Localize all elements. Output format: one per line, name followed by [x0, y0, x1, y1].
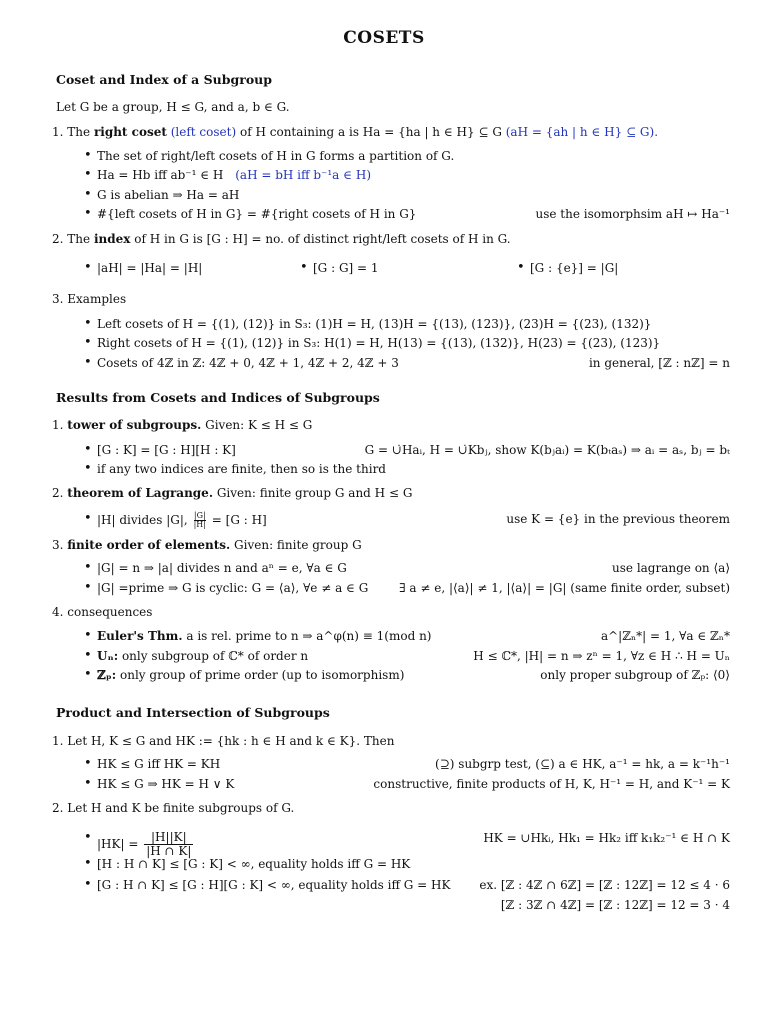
bullet-hk-join: • HK ≤ G ⇒ HK = H ∨ K [97, 777, 234, 791]
note-isomorphism: use the isomorphsim aH ↦ Ha⁻¹ [535, 207, 730, 221]
bullet-zp [97, 668, 404, 682]
hk-order-lhs: |HK| = [97, 837, 139, 851]
un-statement: only subgroup of ℂ* of order n [121, 649, 309, 663]
euler-statement: a is rel. prime to n ⇒ a^φ(n) ≡ 1(mod n) [186, 629, 432, 643]
lagrange-divides: |H| divides |G|, [97, 513, 188, 527]
item-tower [52, 418, 312, 432]
item-hk-def: 1. Let H, K ≤ G and HK := {hk : h ∈ H and k ∈ K}. Then [52, 734, 395, 748]
index-definition: of H in G is [G : H] = no. of distinct right/left cosets of H in G. [134, 232, 511, 246]
bullet-order-divides: • |G| = n ⇒ |a| divides n and aⁿ = e, ∀a ∈ G [97, 561, 347, 575]
left-coset-equality: (aH = bH iff b⁻¹a ∈ H) [235, 168, 371, 182]
bullet-hk-order [97, 831, 193, 858]
fraction-hk [144, 831, 193, 858]
lagrange-index: = [G : H] [211, 513, 267, 527]
bullet-abelian: • G is abelian ⇒ Ha = aH [97, 188, 239, 202]
fraction-denominator: |H| [193, 520, 206, 529]
bullet-prime-cyclic: • |G| =prime ⇒ G is cyclic: G = ⟨a⟩, ∀e ≠ a ∈ G [97, 581, 368, 595]
note-example-4-6: ex. [ℤ : 4ℤ ∩ 6ℤ] = [ℤ : 12ℤ] = 12 ≤ 4 · 6 [479, 878, 730, 892]
left-coset-definition: (aH = {ah | h ∈ H} ⊆ G). [505, 125, 659, 139]
section-heading-results: Results from Cosets and Indices of Subgroups [56, 390, 380, 405]
bullet-euler [97, 629, 431, 643]
item-number: 1. The [52, 125, 91, 139]
item-number: 3. [52, 538, 64, 552]
term-un: Uₙ: [97, 649, 119, 663]
fraction-numerator: |G| [193, 511, 206, 520]
note-example-3-4: [ℤ : 3ℤ ∩ 4ℤ] = [ℤ : 12ℤ] = 12 = 3 · 4 [500, 898, 730, 912]
note-constructive: constructive, finite products of H, K, H⁻¹ = H, and K⁻¹ = K [373, 777, 730, 791]
term-euler: Euler's Thm. [97, 629, 183, 643]
bullet-tower-formula: • [G : K] = [G : H][H : K] [97, 443, 236, 457]
item-number: 2. [52, 486, 64, 500]
term-tower: tower of subgroups. [67, 418, 202, 432]
note-un: H ≤ ℂ*, |H| = n ⇒ zⁿ = 1, ∀z ∈ H ∴ H = Uₙ [473, 649, 730, 663]
note-lagrange: use K = {e} in the previous theorem [506, 512, 730, 526]
term-index: index [93, 232, 131, 246]
fraction-numerator: |H||K| [144, 831, 193, 845]
term-finite-order: finite order of elements. [67, 538, 231, 552]
right-coset-definition: of H containing a is Ha = {ha | h ∈ H} ⊆ G [239, 125, 502, 139]
bullet-index-intersection-1: • [H : H ∩ K] ≤ [G : K] < ∞, equality holds iff G = HK [97, 857, 410, 871]
bullet-coset-size: • |aH| = |Ha| = |H| [97, 261, 202, 275]
bullet-cosets-4z: • Cosets of 4ℤ in ℤ: 4ℤ + 0, 4ℤ + 1, 4ℤ + 2, 4ℤ + 3 [97, 356, 399, 370]
section-heading-cosets-index: Coset and Index of a Subgroup [56, 72, 272, 87]
bullet-hk-subgroup: • HK ≤ G iff HK = KH [97, 757, 220, 771]
note-zp: only proper subgroup of ℤₚ: ⟨0⟩ [540, 668, 730, 682]
intro-line: Let G be a group, H ≤ G, and a, b ∈ G. [56, 100, 290, 114]
note-tower-proof: G = ∪̇Haᵢ, H = ∪̇Kbⱼ, show K(bⱼaᵢ) = K(bₜaₛ) ⇒ aᵢ = aₛ, bⱼ = bₜ [364, 443, 730, 457]
bullet-index-g-g: • [G : G] = 1 [313, 261, 379, 275]
right-coset-equality: Ha = Hb iff ab⁻¹ ∈ H [97, 168, 224, 182]
term-zp: ℤₚ: [97, 668, 117, 682]
note-prime-cyclic: ∃ a ≠ e, |⟨a⟩| ≠ 1, |⟨a⟩| = |G| (same finite order, subset) [399, 581, 730, 595]
bullet-un [97, 649, 308, 663]
finite-order-given: Given: finite group G [234, 538, 362, 552]
item-consequences: 4. consequences [52, 605, 153, 619]
tower-given: Given: K ≤ H ≤ G [205, 418, 313, 432]
term-left-coset: (left coset) [170, 125, 237, 139]
term-lagrange: theorem of Lagrange. [67, 486, 213, 500]
note-hk-cosets: HK = ∪Hkᵢ, Hk₁ = Hk₂ iff k₁k₂⁻¹ ∈ H ∩ K [483, 831, 730, 845]
bullet-right-cosets-s3: • Right cosets of H = {(1), (12)} in S₃: H(1) = H, H(13) = {(13), (132)}, H(23) = {(23), (123)} [97, 336, 660, 350]
fraction-denominator: |H ∩ K| [146, 844, 192, 858]
note-lagrange-a: use lagrange on ⟨a⟩ [612, 561, 730, 575]
note-euler: a^|ℤₙ*| = 1, ∀a ∈ ℤₙ* [600, 629, 730, 643]
section-heading-product: Product and Intersection of Subgroups [56, 705, 330, 720]
item-number: 2. The [52, 232, 91, 246]
bullet-left-cosets-s3: • Left cosets of H = {(1), (12)} in S₃: (1)H = H, (13)H = {(13), (123)}, (23)H = {(23), (132)} [97, 317, 651, 331]
bullet-coset-count: • #{left cosets of H in G} = #{right cosets of H in G} [97, 207, 416, 221]
item-lagrange [52, 486, 412, 500]
bullet-index-intersection-2: • [G : H ∩ K] ≤ [G : H][G : K] < ∞, equality holds iff G = HK [97, 878, 450, 892]
zp-statement: only group of prime order (up to isomorphism) [120, 668, 405, 682]
item-finite-subgroups: 2. Let H and K be finite subgroups of G. [52, 801, 295, 815]
fraction-g-over-h [194, 512, 206, 529]
term-right-coset: right coset [93, 125, 167, 139]
lagrange-given: Given: finite group G and H ≤ G [216, 486, 413, 500]
bullet-lagrange-formula [97, 512, 267, 529]
bullet-coset-equality [97, 168, 371, 182]
bullet-partition: • The set of right/left cosets of H in G forms a partition of G. [97, 149, 454, 163]
bullet-indices-finite: • if any two indices are finite, then so is the third [97, 462, 386, 476]
item-right-coset [52, 125, 658, 139]
page-title: COSETS [343, 28, 425, 48]
note-subgroup-test: (⊇) subgrp test, (⊆) a ∈ HK, a⁻¹ = hk, a = k⁻¹h⁻¹ [435, 757, 730, 771]
note-index-nz: in general, [ℤ : nℤ] = n [588, 356, 730, 370]
item-index [52, 232, 511, 246]
bullet-index-g-e: • [G : {e}] = |G| [530, 261, 618, 275]
item-number: 1. [52, 418, 64, 432]
item-finite-order [52, 538, 362, 552]
item-examples: 3. Examples [52, 292, 127, 306]
